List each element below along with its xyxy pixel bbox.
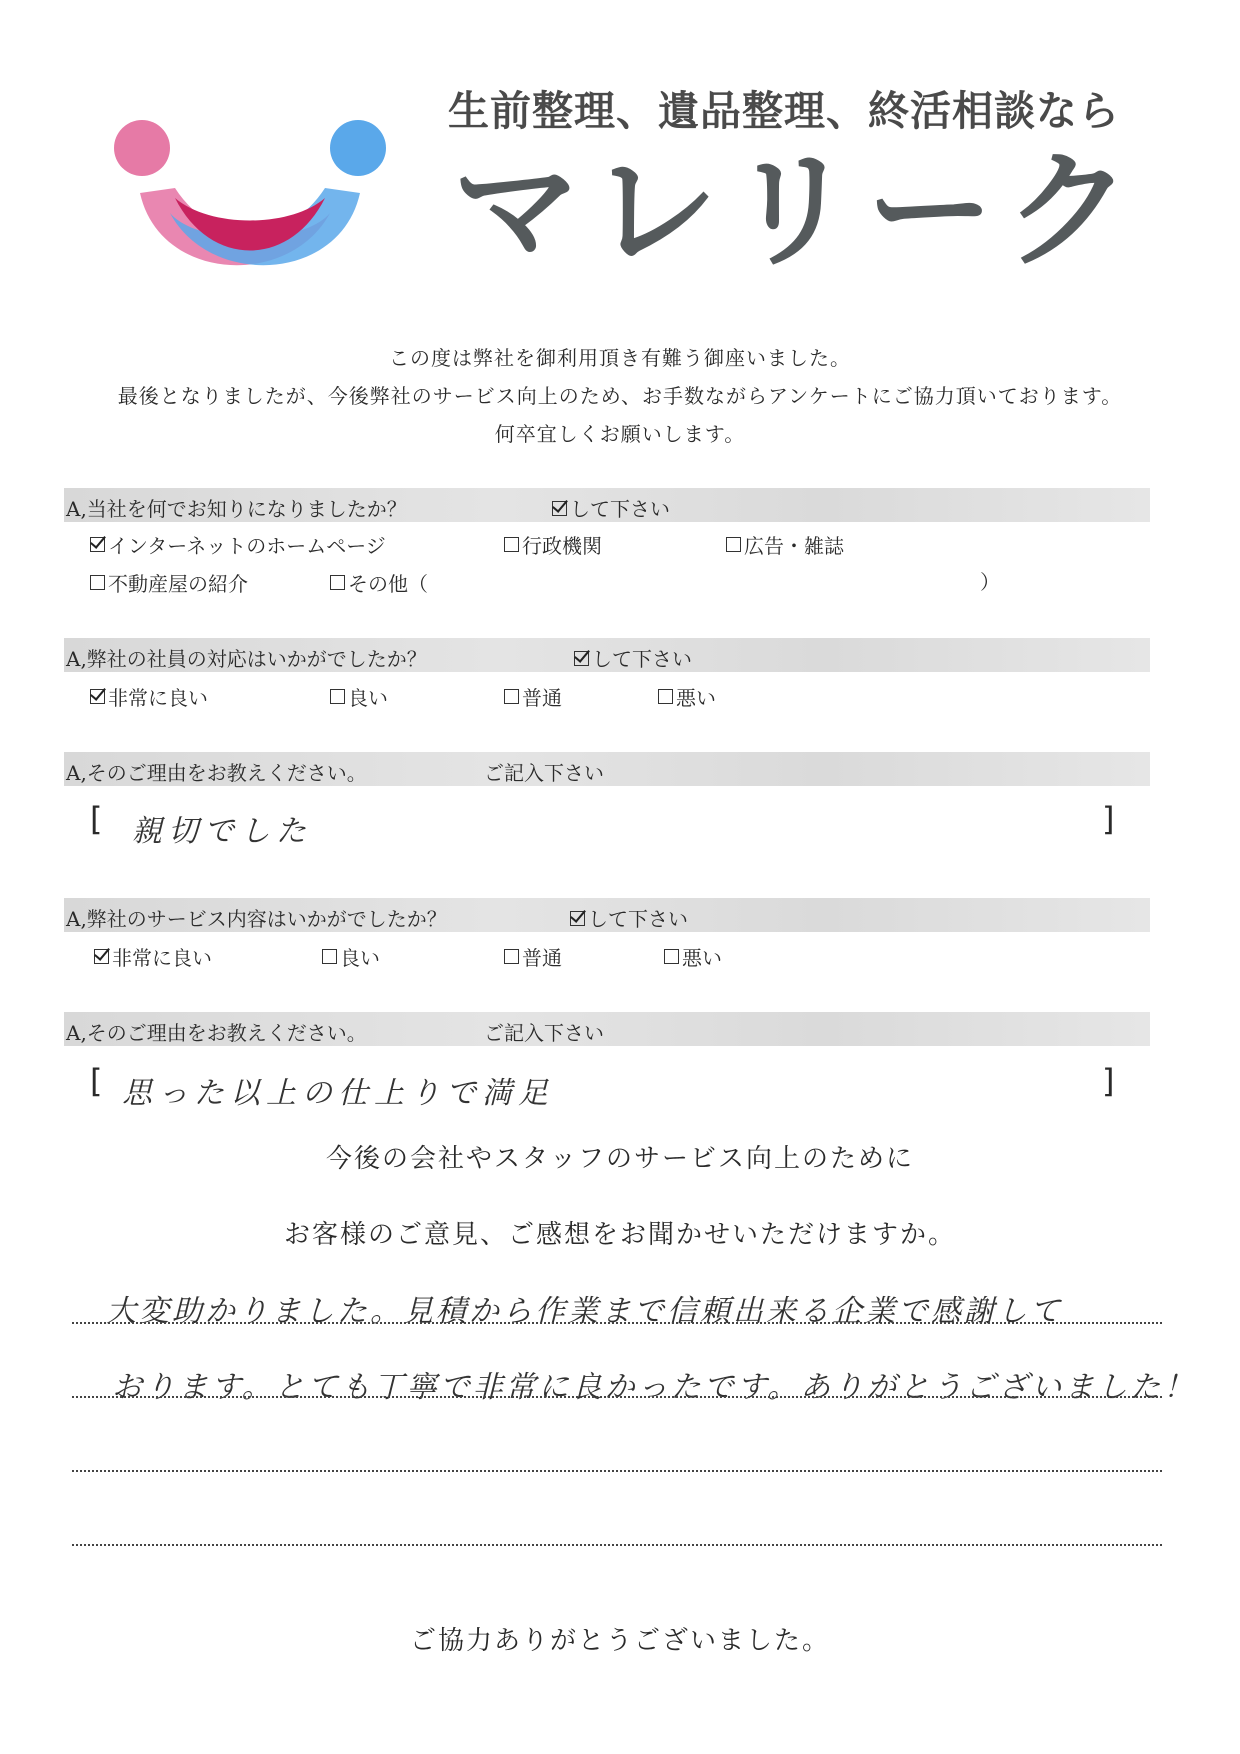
bracket-close: ] [1102,800,1115,838]
feedback-line-1[interactable]: 大変助かりました。見積から作業まで信頼出来る企業で感謝して [106,1294,1063,1329]
question-bar-source [64,488,1150,522]
option-staff-very-good[interactable]: 非常に良い [90,682,208,711]
option-service-good[interactable]: 良い [322,942,380,971]
question-hint: ご記入下さい [484,761,604,785]
option-staff-bad[interactable]: 悪い [658,682,716,711]
option-service-very-good[interactable]: 非常に良い [94,942,212,971]
question-hint: して下さい [574,643,692,672]
dotted-line-3 [72,1470,1162,1472]
dotted-line-2 [72,1396,1162,1398]
checkbox-icon[interactable] [504,949,519,964]
question-text: A,弊社の社員の対応はいかがでしたか？ [66,647,427,671]
checkbox-icon [574,651,589,666]
option-service-bad[interactable]: 悪い [664,942,722,971]
checkbox-icon[interactable] [726,537,741,552]
checkbox-icon [570,911,585,926]
logo-blue-circle [330,120,386,176]
option-government[interactable]: 行政機関 [504,530,602,559]
question-hint: して下さい [570,903,688,932]
dotted-line-1 [72,1322,1162,1324]
option-advertising[interactable]: 広告・雑誌 [726,530,844,559]
option-staff-good[interactable]: 良い [330,682,388,711]
feedback-prompt-1: 今後の会社やスタッフのサービス向上のために [325,1144,914,1174]
checkbox-icon[interactable] [504,689,519,704]
checkbox-icon[interactable] [322,949,337,964]
question-bar-reason-staff [64,752,1150,786]
bracket-close: ] [1102,1062,1115,1100]
checkbox-icon[interactable] [90,689,105,704]
brand-name: マレリーク [452,137,1143,286]
question-hint: して下さい [552,493,670,522]
checkbox-icon[interactable] [664,949,679,964]
company-logo [100,118,400,293]
question-hint: ご記入下さい [484,1021,604,1045]
question-text: A,弊社のサービス内容はいかがでしたか？ [66,907,447,931]
question-bar-reason-service [64,1012,1150,1046]
intro-line-2: 最後となりましたが、今後弊社のサービス向上のため、お手数ながらアンケートにご協力頂いております。 [117,384,1123,408]
answer-reason-staff[interactable]: 親切でした [132,814,312,849]
checkbox-icon [552,501,567,516]
option-real-estate[interactable]: 不動産屋の紹介 [90,568,248,597]
tagline: 生前整理、遺品整理、終活相談なら [448,87,1120,135]
checkbox-icon[interactable] [90,575,105,590]
question-bar-service [64,898,1150,932]
option-service-average[interactable]: 普通 [504,942,562,971]
bracket-open: [ [90,1062,103,1100]
question-bar-staff [64,638,1150,672]
checkbox-icon[interactable] [658,689,673,704]
option-staff-average[interactable]: 普通 [504,682,562,711]
question-text: A,当社を何でお知りになりましたか？ [66,497,407,521]
checkbox-icon[interactable] [330,689,345,704]
checkbox-icon[interactable] [90,537,105,552]
footer-thanks: ご協力ありがとうございました。 [409,1626,830,1656]
question-text: A,そのご理由をお教えください。 [66,1021,367,1045]
intro-line-3: 何卒宜しくお願いします。 [494,422,746,446]
feedback-prompt-2: お客様のご意見、ご感想をお聞かせいただけますか。 [283,1220,956,1250]
option-homepage[interactable]: インターネットのホームページ [90,530,386,559]
checkbox-icon[interactable] [504,537,519,552]
dotted-line-4 [72,1544,1162,1546]
checkbox-icon[interactable] [94,949,109,964]
feedback-line-2[interactable]: おります。とても丁寧で非常に良かったです。ありがとうございました！ [112,1370,1197,1405]
intro-line-1: この度は弊社を御利用頂き有難う御座いました。 [389,346,851,370]
option-other[interactable]: その他（ [330,568,428,597]
bracket-open: [ [90,800,103,838]
other-close-paren: ） [980,570,1000,594]
question-text: A,そのご理由をお教えください。 [66,761,367,785]
checkbox-icon[interactable] [330,575,345,590]
logo-pink-circle [114,120,170,176]
answer-reason-service[interactable]: 思った以上の仕上りで満足 [122,1076,554,1111]
